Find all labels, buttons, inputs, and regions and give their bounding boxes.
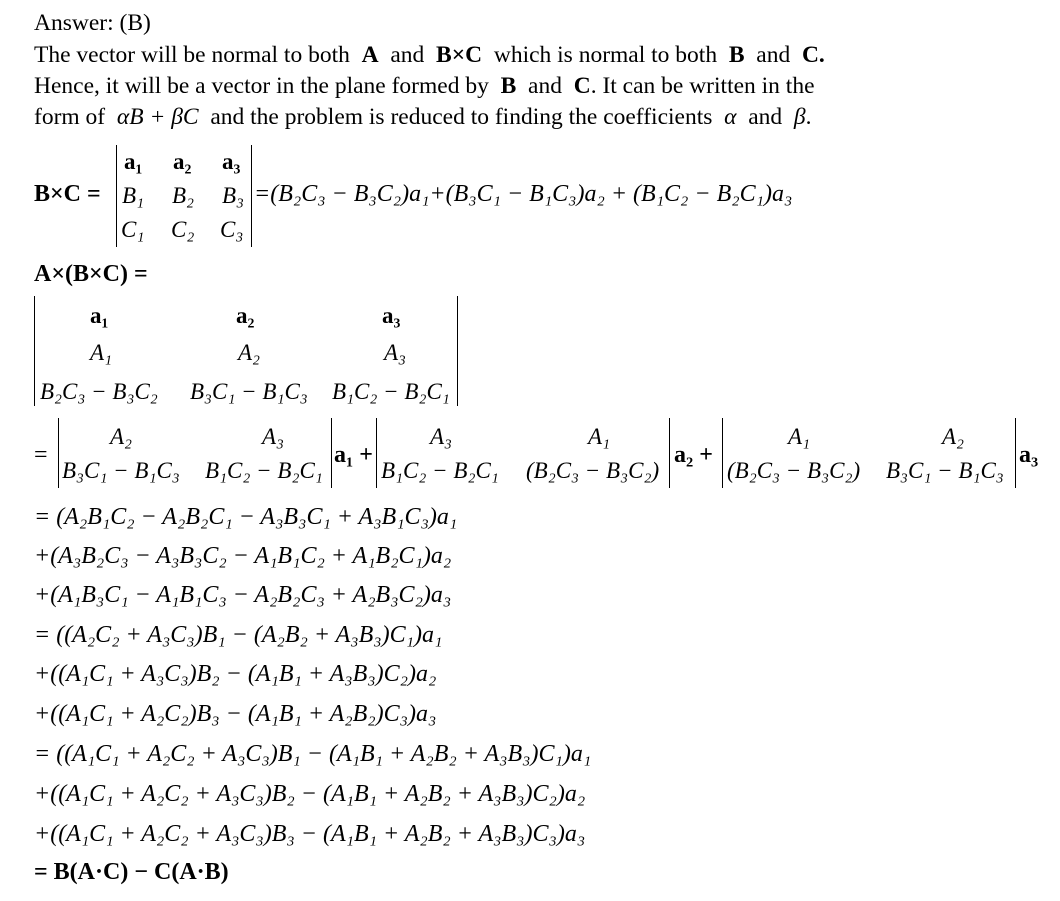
equation-line: +(A₃B₂C₃ − A₃B₃C₂ − A₁B₁C₂ + A₁B₂C₁)a₂ [34, 543, 452, 569]
det2-cell: A₂ [238, 340, 261, 365]
det1-cell: C₂ [171, 217, 195, 242]
equation-line: = ((A₂C₂ + A₃C₃)B₁ − (A₂B₂ + A₃B₃)C₁)a₁ [34, 622, 443, 648]
minor-cell: B₃C₁ − B₁C₃ [62, 458, 180, 483]
minor-cell: A₁ [788, 424, 811, 449]
explanation-line-1: The vector will be normal to both A and B×C which is normal to both B and C. [34, 42, 825, 68]
minor-1-factor: a₁ + [334, 442, 373, 468]
equation-line: = ((A₁C₁ + A₂C₂ + A₃C₃)B₁ − (A₁B₁ + A₂B₂ + A₃B₃)C₁)a₁ [34, 741, 592, 767]
minor-cell: (B₂C₃ − B₃C₂) [727, 458, 861, 483]
det2-cell: a₃ [382, 303, 401, 328]
minor-cell: B₃C₁ − B₁C₃ [886, 458, 1004, 483]
minor-cell: B₁C₂ − B₂C₁ [381, 458, 499, 483]
det1-cell: C₃ [220, 217, 244, 242]
det2-cell: B₃C₁ − B₁C₃ [190, 379, 308, 404]
minor-cell: B₁C₂ − B₂C₁ [205, 458, 323, 483]
axbxc-lhs: A×(B×C) = [34, 261, 148, 287]
det2-cell: a₁ [90, 303, 109, 328]
equation-line: +(A₁B₃C₁ − A₁B₁C₃ − A₂B₂C₃ + A₂B₃C₂)a₃ [34, 582, 452, 608]
det2-cell: A₁ [90, 340, 113, 365]
explanation-line-3: form of αB + βC and the problem is reduced to finding the coefficients α and β. [34, 104, 812, 130]
minor-cell: A₁ [588, 424, 611, 449]
minor-cell: A₂ [942, 424, 965, 449]
det1-cell: C₁ [121, 217, 145, 242]
explanation-line-2: Hence, it will be a vector in the plane formed by B and C. It can be written in the [34, 73, 815, 99]
equation-line: = (A₂B₁C₂ − A₂B₂C₁ − A₃B₃C₁ + A₃B₁C₃)a₁ [34, 504, 458, 530]
final-result: = B(A·C) − C(A·B) [34, 859, 229, 885]
minor-cell: A₃ [430, 424, 453, 449]
minor-2-factor: a₂ + [674, 442, 713, 468]
det1-cell: a₂ [173, 149, 192, 174]
det2-cell: A₃ [384, 340, 407, 365]
answer-line: Answer: (B) [34, 10, 151, 36]
minor-3-factor: a₃ [1019, 442, 1039, 468]
minor-cell: A₃ [262, 424, 285, 449]
det1-cell: B₃ [222, 183, 245, 208]
bxc-rhs: =(B₂C₃ − B₃C₂)a₁+(B₃C₁ − B₁C₃)a₂ + (B₁C₂ − B₂C₁)a₃ [254, 181, 793, 207]
minor-cell: A₂ [110, 424, 133, 449]
equation-line: +((A₁C₁ + A₂C₂ + A₃C₃)B₂ − (A₁B₁ + A₂B₂ + A₃B₃)C₂)a₂ [34, 781, 586, 807]
det1-cell: a₁ [124, 149, 143, 174]
det2-cell: B₂C₃ − B₃C₂ [40, 379, 158, 404]
equation-line: +((A₁C₁ + A₂C₂)B₃ − (A₁B₁ + A₂B₂)C₃)a₃ [34, 701, 437, 727]
bxc-lhs: B×C = [34, 181, 101, 207]
minor-cell: (B₂C₃ − B₃C₂) [526, 458, 660, 483]
det2-cell: a₂ [236, 303, 255, 328]
det1-cell: a₃ [222, 149, 241, 174]
det2-cell: B₁C₂ − B₂C₁ [332, 379, 450, 404]
det1-cell: B₁ [122, 183, 145, 208]
minors-lead: = [34, 442, 48, 468]
equation-line: +((A₁C₁ + A₂C₂ + A₃C₃)B₃ − (A₁B₁ + A₂B₂ + A₃B₃)C₃)a₃ [34, 821, 586, 847]
equation-line: +((A₁C₁ + A₃C₃)B₂ − (A₁B₁ + A₃B₃)C₂)a₂ [34, 661, 437, 687]
det1-cell: B₂ [172, 183, 195, 208]
